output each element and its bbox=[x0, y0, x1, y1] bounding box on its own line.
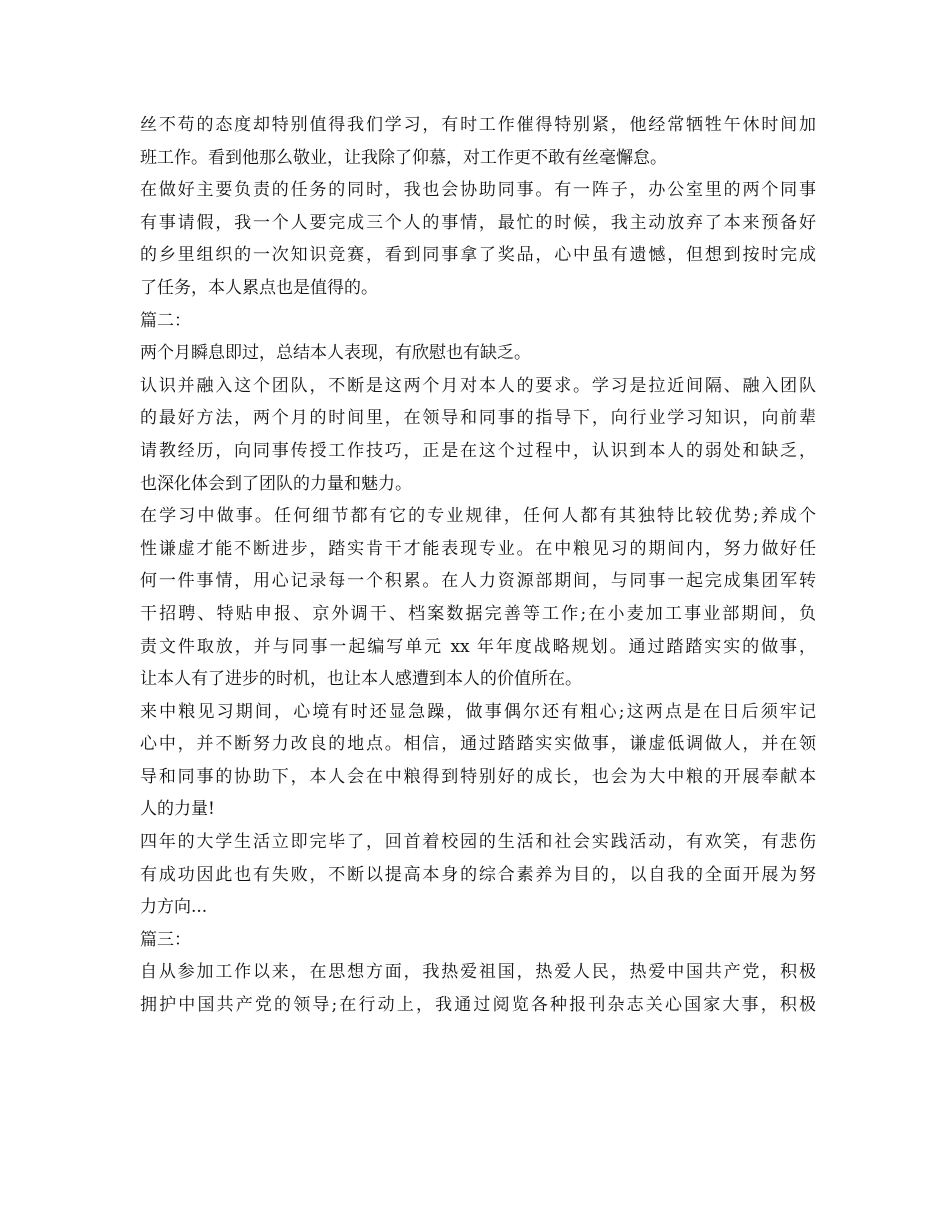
text-line: 人的力量! bbox=[140, 799, 215, 820]
text-line: 自从参加工作以来，在思想方面，我热爱祖国，热爱人民，热爱中国共产党，积极 bbox=[140, 962, 816, 983]
text-line: 导和同事的协助下，本人会在中粮得到特别好的成长，也会为大中粮的开展奉献本 bbox=[140, 766, 816, 787]
text-line: 四年的大学生活立即完毕了，回首着校园的生活和社会实践活动，有欢笑，有悲伤 bbox=[140, 832, 816, 853]
text-line: 请教经历，向同事传授工作技巧，正是在这个过程中，认识到本人的弱处和缺乏， bbox=[140, 440, 816, 461]
text-line: 认识并融入这个团队，不断是这两个月对本人的要求。学习是拉近间隔、融入团队 bbox=[140, 375, 816, 396]
text-line: 性谦虚才能不断进步，踏实肯干才能表现专业。在中粮见习的期间内，努力做好任 bbox=[140, 538, 816, 559]
text-line: 篇三： bbox=[140, 929, 191, 950]
text-line: 在做好主要负责的任务的同时，我也会协助同事。有一阵子，办公室里的两个同事 bbox=[140, 180, 816, 201]
text-line: 两个月瞬息即过，总结本人表现，有欣慰也有缺乏。 bbox=[140, 343, 531, 364]
text-line: 来中粮见习期间，心境有时还显急躁，做事偶尔还有粗心;这两点是在日后须牢记 bbox=[140, 701, 816, 722]
text-line: 心中，并不断努力改良的地点。相信，通过踏踏实实做事，谦虚低调做人，并在领 bbox=[140, 734, 816, 755]
text-line: 拥护中国共产党的领导;在行动上，我通过阅览各种报刊杂志关心国家大事，积极 bbox=[140, 995, 816, 1016]
text-line: 干招聘、特贴申报、京外调干、档案数据完善等工作;在小麦加工事业部期间，负 bbox=[140, 603, 816, 624]
text-line: 责文件取放，并与同事一起编写单元 xx 年年度战略规划。通过踏踏实实的做事， bbox=[140, 636, 816, 657]
text-line: 何一件事情，用心记录每一个积累。在人力资源部期间，与同事一起完成集团军转 bbox=[140, 571, 816, 592]
text-line: 篇二： bbox=[140, 310, 191, 331]
text-line: 在学习中做事。任何细节都有它的专业规律，任何人都有其独特比较优势;养成个 bbox=[140, 506, 816, 527]
text-line: 也深化体会到了团队的力量和魅力。 bbox=[140, 473, 412, 494]
text-line: 有成功因此也有失败，不断以提高本身的综合素养为目的，以自我的全面开展为努 bbox=[140, 864, 816, 885]
text-line: 丝不苟的态度却特别值得我们学习，有时工作催得特别紧，他经常牺牲午休时间加 bbox=[140, 115, 816, 135]
text-line: 的最好方法，两个月的时间里，在领导和同事的指导下，向行业学习知识，向前辈 bbox=[140, 408, 816, 429]
text-line: 了任务，本人累点也是值得的。 bbox=[140, 277, 378, 298]
text-line: 的乡里组织的一次知识竞赛，看到同事拿了奖品，心中虽有遗憾，但想到按时完成 bbox=[140, 245, 816, 266]
text-line: 力方向... bbox=[140, 897, 208, 918]
text-line: 班工作。看到他那么敬业，让我除了仰慕，对工作更不敢有丝毫懈怠。 bbox=[140, 147, 667, 168]
document-page bbox=[140, 109, 816, 1022]
text-line: 让本人有了进步的时机，也让本人感遭到本人的价值所在。 bbox=[140, 669, 582, 690]
text-line: 有事请假，我一个人要完成三个人的事情，最忙的时候，我主动放弃了本来预备好 bbox=[140, 212, 816, 233]
